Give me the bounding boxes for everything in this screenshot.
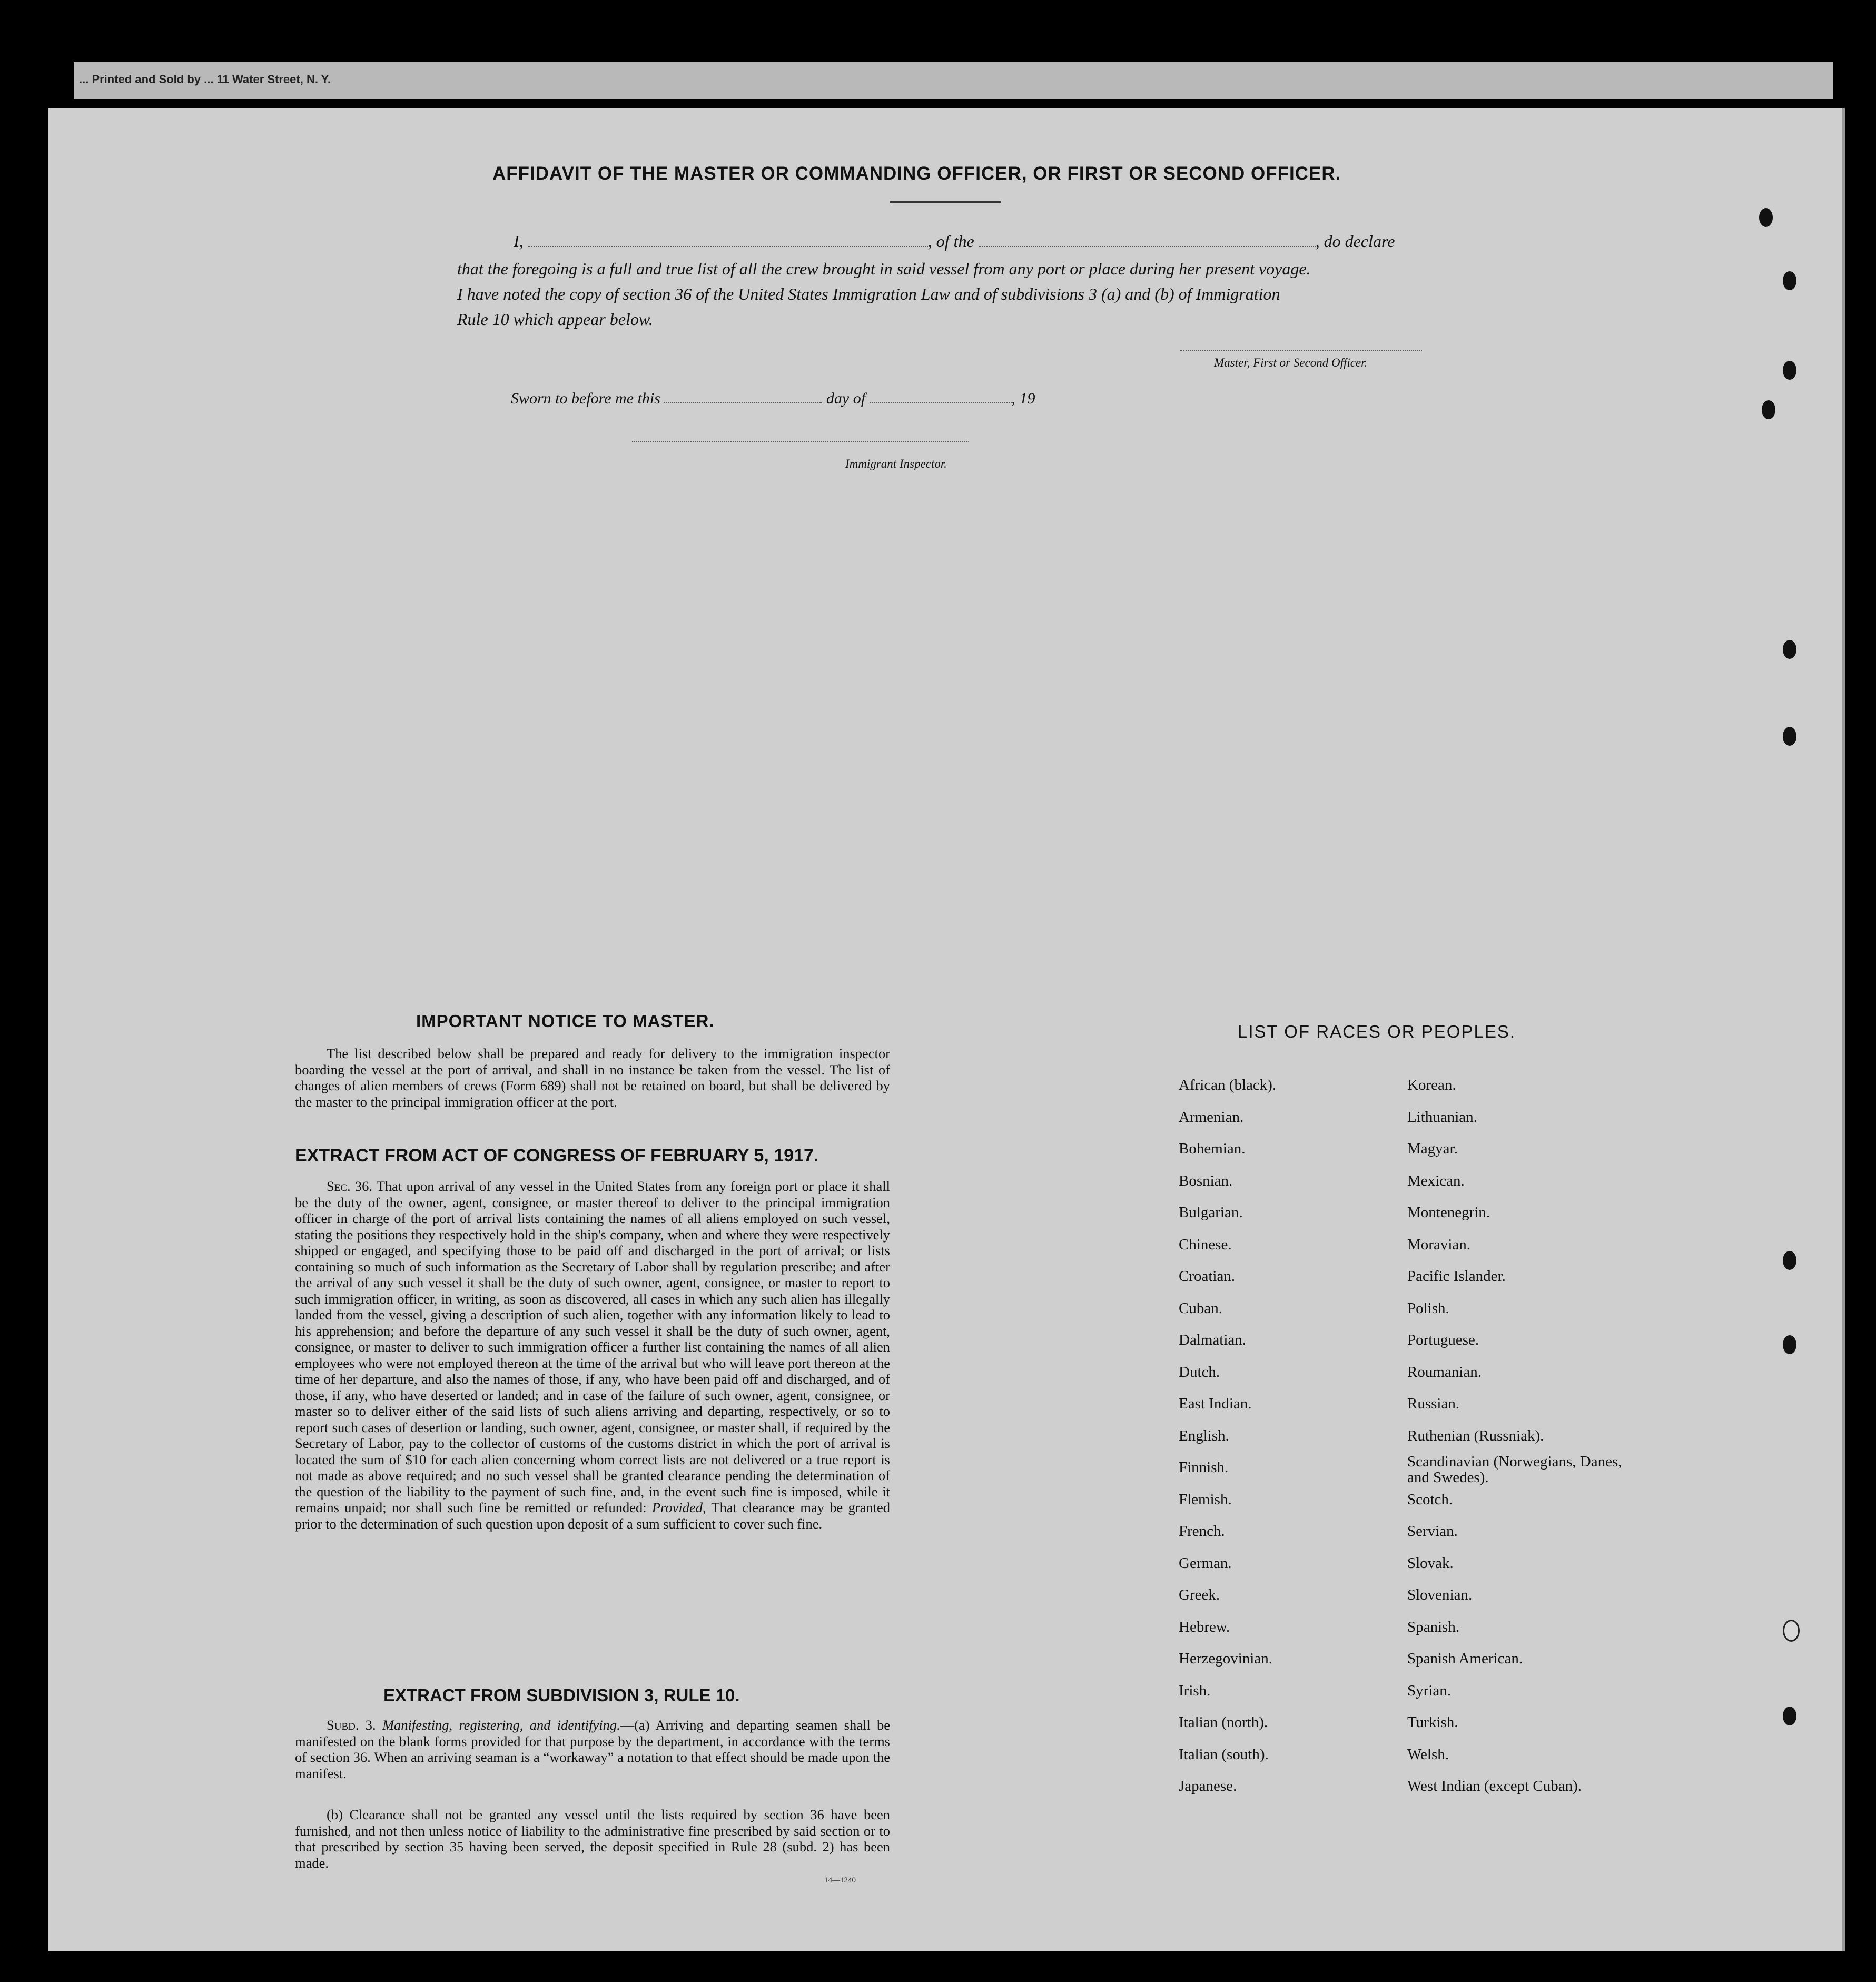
printer-line: ... Printed and Sold by ... 11 Water Street, N. Y. <box>79 73 331 86</box>
affidavit-line2: that the foregoing is a full and true list of all the crew brought in said vessel from any port or place during her present voyage. <box>457 259 1311 278</box>
race-item: Irish. <box>1179 1682 1211 1699</box>
act-provided: Provided, <box>651 1500 706 1515</box>
race-item: Armenian. <box>1179 1108 1244 1126</box>
races-right-column <box>1407 1069 1639 1802</box>
race-item: English. <box>1179 1427 1229 1444</box>
race-item: Slovak. <box>1407 1554 1454 1572</box>
race-item: Slovenian. <box>1407 1586 1473 1603</box>
race-item: Polish. <box>1407 1299 1449 1317</box>
race-item: African (black). <box>1179 1077 1277 1093</box>
rule-a-text: —(a) Arriving and departing seamen shall be manifested on the blank forms provided for that purpose by the department, in accordance with the terms of section 36. When an arriving seaman is a “workaway” a notation to that effect should be made upon the manifest. <box>295 1717 891 1781</box>
race-item: Dalmatian. <box>1179 1332 1247 1348</box>
rule-para-a <box>295 1717 890 1781</box>
race-item: Italian (north). <box>1179 1714 1268 1731</box>
binder-hole <box>1762 400 1775 419</box>
affidavit-i: I, <box>514 232 524 251</box>
affidavit-of: , of the <box>927 232 974 251</box>
rule-title: EXTRACT FROM SUBDIVISION 3, RULE 10. <box>383 1685 740 1705</box>
notice-title: IMPORTANT NOTICE TO MASTER. <box>416 1011 715 1031</box>
race-item: Lithuanian. <box>1407 1108 1477 1126</box>
act-sec-label: Sec. 36. <box>327 1178 372 1194</box>
signer-caption: Master, First or Second Officer. <box>1214 356 1368 369</box>
race-item: Scandinavian (Norwegians, Danes, and Swedes). <box>1407 1453 1622 1486</box>
race-item: Finnish. <box>1179 1459 1229 1476</box>
binder-hole <box>1783 1707 1796 1725</box>
vessel-blank[interactable] <box>979 246 1316 247</box>
race-item: Ruthenian (Russniak). <box>1407 1427 1544 1444</box>
race-item: Hebrew. <box>1179 1618 1230 1635</box>
race-item: Cuban. <box>1179 1299 1222 1317</box>
binder-hole <box>1783 727 1796 746</box>
race-item: Russian. <box>1407 1395 1460 1412</box>
year-text: , 19 <box>1011 390 1035 407</box>
race-item: Flemish. <box>1179 1491 1232 1508</box>
race-item: East Indian. <box>1179 1395 1252 1412</box>
race-item: Croatian. <box>1179 1268 1236 1285</box>
race-item: Bosnian. <box>1179 1172 1233 1189</box>
act-text <box>295 1178 890 1532</box>
race-item: Montenegrin. <box>1407 1204 1490 1221</box>
inspector-signature-blank[interactable] <box>632 441 969 442</box>
race-item: Japanese. <box>1179 1778 1237 1794</box>
race-item: Bulgarian. <box>1179 1204 1243 1221</box>
races-title: LIST OF RACES OR PEOPLES. <box>1238 1022 1516 1041</box>
race-item: Welsh. <box>1407 1746 1449 1763</box>
rule-para-b: (b) Clearance shall not be granted any vessel until the lists required by section 36 have been furnished, and not then unless notice of liability to the administrative fine prescribed by said section or to that prescribed by section 35 having been served, the deposit specified in Rule 28 (subd. 2) has been made. <box>295 1807 890 1871</box>
month-blank[interactable] <box>870 402 1012 403</box>
notice-text: The list described below shall be prepared and ready for delivery to the immigration inspector boarding the vessel at the port of arrival, and shall in no instance be taken from the vessel. The list of changes of alien members of crews (Form 689) shall not be retained on board, but shall be delivered by the master to the principal immigration officer at the port. <box>295 1046 890 1110</box>
race-item: Scotch. <box>1407 1491 1453 1508</box>
race-item: Servian. <box>1407 1523 1458 1540</box>
race-item: Portuguese. <box>1407 1332 1479 1348</box>
races-left-column <box>1179 1069 1276 1802</box>
binder-hole <box>1759 208 1773 227</box>
sworn-text: Sworn to before me this <box>511 390 660 407</box>
affidavit-title: AFFIDAVIT OF THE MASTER OR COMMANDING OFFICER, OR FIRST OR SECOND OFFICER. <box>492 163 1341 184</box>
rule-subd-label: Subd. 3. <box>327 1717 376 1733</box>
race-item: Spanish. <box>1407 1618 1460 1635</box>
binder-hole <box>1783 1335 1796 1354</box>
affidavit-declare: , do declare <box>1315 232 1395 251</box>
day-blank[interactable] <box>664 402 822 403</box>
race-item: West Indian (except Cuban). <box>1407 1778 1582 1794</box>
binder-hole <box>1783 361 1796 380</box>
race-item: Pacific Islander. <box>1407 1268 1506 1285</box>
race-item: Turkish. <box>1407 1714 1458 1731</box>
act-body: That upon arrival of any vessel in the United States from any foreign port or place it shall be the duty of the owner, agent, consignee, or master thereof to deliver to the principal immigration officer in charge of the port of arrival lists containing the names of all aliens employed on such vessel, stating the positions they respectively hold in the ship's company, when and where they were respectively shipped or engaged, and specifying those to be paid off and discharged in the port of arrival; or lists containing so much of such information as the Secretary of Labor shall by regulation prescribe; and after the arrival of any such vessel it shall be the duty of such owner, agent, consignee, or master to report to such immigration officer, in writing, as soon as discovered, all cases in which any such alien has illegally landed from the vessel, giving a description of such alien, together with any information likely to lead to his apprehension; and before the departure of any such vessel it shall be the duty of such owner, agent, consignee, or master to deliver to such immigration officer a further list containing the names of all alien employees who were not employed thereon at the time of the arrival but who will leave port thereon at the time of her departure, and also the names of those, if any, who have been paid off and discharged, and of those, if any, who have deserted or landed; and in case of the failure of such owner, agent, consignee, or master so to deliver either of the said lists of such aliens arriving and departing, respectively, or so to report such cases of desertion or landing, such owner, agent, consignee, or master shall, if required by the Secretary of Labor, pay to the collector of customs of the customs district in which the port of arrival is located the sum of $10 for each alien concerning whom correct lists are not delivered or a true report is not made as above required; and no such vessel shall be granted clearance pending the determination of the question of the liability to the payment of such fine, and, in the event such fine is imposed, while it remains unpaid; nor shall such fine be remitted or refunded: <box>295 1178 890 1515</box>
race-item: Moravian. <box>1407 1236 1470 1253</box>
title-underline <box>890 201 1001 203</box>
race-item: German. <box>1179 1554 1232 1572</box>
form-number: 14—1240 <box>824 1876 856 1885</box>
affidavit-line3: I have noted the copy of section 36 of the United States Immigration Law and of subdivisions 3 (a) and (b) of Immigration <box>457 284 1280 303</box>
affidavit-line1 <box>514 232 1395 251</box>
race-item: Spanish American. <box>1407 1650 1523 1667</box>
signature-blank[interactable] <box>1180 350 1422 351</box>
race-item: French. <box>1179 1523 1225 1540</box>
race-item: Italian (south). <box>1179 1746 1269 1763</box>
binder-hole <box>1783 1251 1796 1270</box>
race-item: Mexican. <box>1407 1172 1465 1189</box>
race-item: Chinese. <box>1179 1236 1232 1253</box>
binder-hole <box>1783 1620 1800 1642</box>
act-title: EXTRACT FROM ACT OF CONGRESS OF FEBRUARY 5, 1917. <box>295 1146 819 1166</box>
name-blank[interactable] <box>528 246 928 247</box>
race-item: Magyar. <box>1407 1140 1458 1157</box>
binder-hole <box>1783 271 1796 290</box>
race-item: Bohemian. <box>1179 1140 1246 1157</box>
binder-hole <box>1783 640 1796 659</box>
sworn-line <box>511 390 1035 408</box>
race-item: Syrian. <box>1407 1682 1451 1699</box>
race-item: Korean. <box>1407 1077 1456 1093</box>
inspector-caption: Immigrant Inspector. <box>845 457 947 470</box>
page-edge-strip <box>74 62 1833 99</box>
affidavit-line4: Rule 10 which appear below. <box>457 310 653 329</box>
race-item: Dutch. <box>1179 1363 1220 1381</box>
race-item: Herzegovinian. <box>1179 1650 1272 1667</box>
act-body-end: That clearance may be granted prior to the determination of such question upon deposit of a sum sufficient to cover such fine. <box>295 1500 891 1532</box>
race-item: Roumanian. <box>1407 1363 1482 1381</box>
rule-subd-heading: Manifesting, registering, and identifying. <box>382 1717 620 1733</box>
race-item: Greek. <box>1179 1586 1220 1603</box>
day-of-text: day of <box>826 390 866 407</box>
